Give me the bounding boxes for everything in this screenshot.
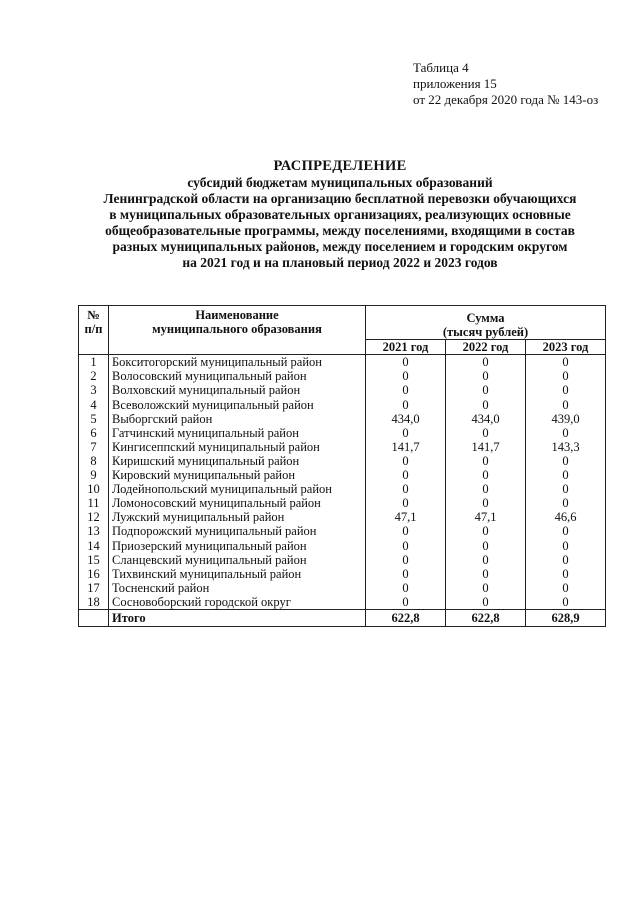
title-line: в муниципальных образовательных организациях, реализующих основные (109, 207, 571, 222)
row-value: 0 (526, 454, 606, 468)
total-row (79, 609, 606, 626)
row-value: 46,6 (526, 510, 606, 524)
row-value: 0 (366, 468, 446, 482)
row-municipality: Сланцевский муниципальный район (109, 553, 366, 567)
row-number: 7 (79, 440, 109, 454)
table-row (79, 496, 606, 510)
table-row (79, 482, 606, 496)
row-value: 0 (366, 595, 446, 610)
row-value: 0 (446, 383, 526, 397)
row-municipality: Всеволожский муниципальный район (109, 398, 366, 412)
row-value: 143,3 (526, 440, 606, 454)
row-number: 18 (79, 595, 109, 610)
total-label: Итого (109, 609, 366, 626)
subsidy-table (78, 305, 606, 627)
row-value: 0 (526, 496, 606, 510)
row-value: 0 (526, 468, 606, 482)
row-municipality: Волосовский муниципальный район (109, 369, 366, 383)
row-value: 0 (526, 355, 606, 370)
row-value: 0 (446, 539, 526, 553)
row-number: 13 (79, 524, 109, 538)
row-municipality: Кингисеппский муниципальный район (109, 440, 366, 454)
row-number: 11 (79, 496, 109, 510)
row-value: 0 (366, 567, 446, 581)
row-value: 47,1 (446, 510, 526, 524)
table-row (79, 524, 606, 538)
row-municipality: Приозерский муниципальный район (109, 539, 366, 553)
row-municipality: Сосновоборский городской округ (109, 595, 366, 610)
row-value: 0 (446, 454, 526, 468)
header-sum: Сумма (тысяч рублей) (366, 306, 606, 340)
total-value: 628,9 (526, 609, 606, 626)
title-line: на 2021 год и на плановый период 2022 и 2023 годов (182, 255, 498, 270)
row-value: 0 (446, 482, 526, 496)
row-municipality: Выборгский район (109, 412, 366, 426)
table-row (79, 398, 606, 412)
row-value: 0 (366, 553, 446, 567)
row-value: 0 (526, 553, 606, 567)
row-value: 0 (446, 567, 526, 581)
row-municipality: Подпорожский муниципальный район (109, 524, 366, 538)
row-value: 0 (526, 482, 606, 496)
title-line: субсидий бюджетам муниципальных образований (187, 175, 493, 190)
row-value: 0 (526, 398, 606, 412)
row-value: 0 (446, 553, 526, 567)
row-value: 0 (526, 595, 606, 610)
row-value: 0 (366, 383, 446, 397)
title-line: общеобразовательные программы, между поселениями, входящими в состав (105, 223, 575, 238)
row-municipality: Кировский муниципальный район (109, 468, 366, 482)
table-row (79, 383, 606, 397)
title-line: разных муниципальных районов, между поселением и городским округом (112, 239, 568, 254)
total-value: 622,8 (446, 609, 526, 626)
row-value: 0 (366, 581, 446, 595)
row-value: 0 (366, 524, 446, 538)
total-value: 622,8 (366, 609, 446, 626)
table-row (79, 468, 606, 482)
document-title (60, 158, 620, 271)
row-municipality: Лодейнопольский муниципальный район (109, 482, 366, 496)
row-value: 0 (526, 426, 606, 440)
row-value: 0 (366, 369, 446, 383)
row-value: 0 (526, 369, 606, 383)
row-value: 434,0 (446, 412, 526, 426)
row-municipality: Тихвинский муниципальный район (109, 567, 366, 581)
header-year: 2021 год (366, 340, 446, 355)
row-value: 0 (446, 355, 526, 370)
row-value: 0 (526, 581, 606, 595)
row-value: 0 (526, 567, 606, 581)
row-municipality: Лужский муниципальный район (109, 510, 366, 524)
title-heading: РАСПРЕДЕЛЕНИЕ (273, 158, 407, 174)
table-row (79, 595, 606, 610)
row-value: 0 (366, 539, 446, 553)
row-municipality: Тосненский район (109, 581, 366, 595)
row-value: 47,1 (366, 510, 446, 524)
row-value: 0 (446, 398, 526, 412)
table-row (79, 369, 606, 383)
table-row (79, 412, 606, 426)
row-number: 4 (79, 398, 109, 412)
row-value: 0 (366, 398, 446, 412)
row-number: 6 (79, 426, 109, 440)
row-value: 0 (366, 482, 446, 496)
row-number: 3 (79, 383, 109, 397)
row-number: 5 (79, 412, 109, 426)
header-name: Наименование муниципального образования (109, 306, 366, 355)
row-value: 0 (526, 539, 606, 553)
row-value: 0 (446, 595, 526, 610)
title-line: Ленинградской области на организацию бесплатной перевозки обучающихся (103, 191, 577, 206)
reference-appendix: приложения 15 (413, 76, 497, 91)
row-value: 0 (526, 524, 606, 538)
row-value: 141,7 (446, 440, 526, 454)
row-value: 434,0 (366, 412, 446, 426)
row-number: 15 (79, 553, 109, 567)
row-value: 0 (446, 496, 526, 510)
row-value: 0 (526, 383, 606, 397)
header-number: № п/п (79, 306, 109, 355)
table-row (79, 539, 606, 553)
table-row (79, 553, 606, 567)
table-row (79, 567, 606, 581)
row-value: 0 (366, 496, 446, 510)
row-number: 10 (79, 482, 109, 496)
row-number: 17 (79, 581, 109, 595)
row-municipality: Гатчинский муниципальный район (109, 426, 366, 440)
row-value: 0 (366, 454, 446, 468)
row-value: 0 (446, 468, 526, 482)
row-number: 2 (79, 369, 109, 383)
row-municipality: Волховский муниципальный район (109, 383, 366, 397)
row-number: 12 (79, 510, 109, 524)
table-row (79, 355, 606, 370)
table-row (79, 581, 606, 595)
row-number: 8 (79, 454, 109, 468)
row-value: 141,7 (366, 440, 446, 454)
reference-law-date: от 22 декабря 2020 года № 143-оз (413, 92, 599, 107)
row-value: 0 (366, 426, 446, 440)
header-year: 2023 год (526, 340, 606, 355)
table-row (79, 454, 606, 468)
document-reference (413, 60, 598, 108)
row-number: 9 (79, 468, 109, 482)
total-number-cell (79, 609, 109, 626)
row-value: 439,0 (526, 412, 606, 426)
table-body (79, 355, 606, 627)
row-municipality: Бокситогорский муниципальный район (109, 355, 366, 370)
row-municipality: Ломоносовский муниципальный район (109, 496, 366, 510)
reference-table-number: Таблица 4 (413, 60, 469, 75)
header-year: 2022 год (446, 340, 526, 355)
row-municipality: Киришский муниципальный район (109, 454, 366, 468)
row-number: 16 (79, 567, 109, 581)
table-row (79, 440, 606, 454)
table-row (79, 426, 606, 440)
row-value: 0 (446, 426, 526, 440)
table-row (79, 510, 606, 524)
row-value: 0 (446, 524, 526, 538)
row-value: 0 (446, 369, 526, 383)
row-number: 1 (79, 355, 109, 370)
row-number: 14 (79, 539, 109, 553)
row-value: 0 (446, 581, 526, 595)
row-value: 0 (366, 355, 446, 370)
